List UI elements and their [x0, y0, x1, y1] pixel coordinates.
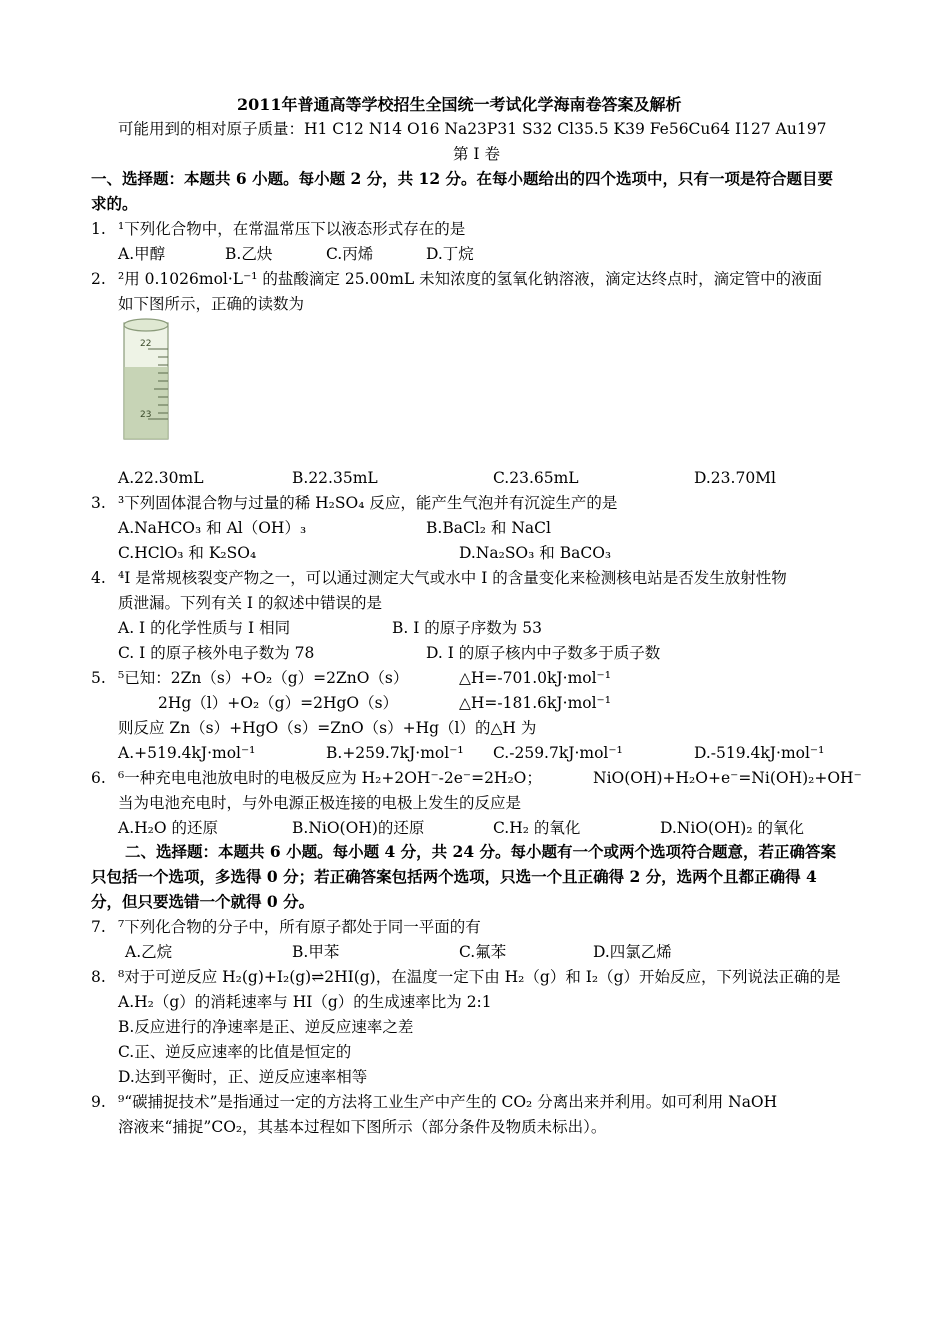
question-9-number: 9. — [91, 1093, 106, 1111]
question-4-stem-line1: ⁴I 是常规核裂变产物之一，可以通过测定大气或水中 I 的含量变化来检测核电站是否发生放射性物 — [118, 569, 787, 587]
question-3-option-d: D.Na₂SO₃ 和 BaCO₃ — [459, 544, 612, 562]
question-6-option-c: C.H₂ 的氧化 — [493, 819, 581, 837]
question-1-number: 1. — [91, 220, 106, 238]
section-two-heading-line3: 分，但只要选错一个就得 0 分。 — [91, 892, 315, 911]
document-title: 2011年普通高等学校招生全国统一考试化学海南卷答案及解析 — [237, 95, 682, 114]
burette-tick-22: 22 — [140, 339, 152, 349]
question-7-option-d: D.四氯乙烯 — [593, 943, 672, 961]
question-7-number: 7. — [91, 918, 106, 936]
question-3-option-a: A.NaHCO₃ 和 Al（OH）₃ — [118, 519, 307, 537]
question-2-stem-line2: 如下图所示，正确的读数为 — [118, 295, 305, 313]
section-two-heading-line1: 二、选择题：本题共 6 小题。每小题 4 分，共 24 分。每小题有一个或两个选项符合题意，若正确答案 — [125, 842, 837, 861]
question-5-stem: 则反应 Zn（s）+HgO（s）=ZnO（s）+Hg（l）的△H 为 — [118, 719, 537, 737]
question-2-number: 2. — [91, 270, 106, 288]
question-4-option-a: A. I 的化学性质与 I 相同 — [118, 619, 291, 637]
question-1-option-c: C.丙烯 — [326, 245, 374, 263]
question-5-option-d: D.-519.4kJ·mol⁻¹ — [694, 744, 825, 762]
question-7-option-a: A.乙烷 — [125, 943, 173, 961]
question-6-reaction-2: NiO(OH)+H₂O+e⁻=Ni(OH)₂+OH⁻ — [593, 769, 862, 787]
question-7-option-c: C.氟苯 — [459, 943, 507, 961]
question-3-stem: ³下列固体混合物与过量的稀 H₂SO₄ 反应，能产生气泡并有沉淀生产的是 — [118, 494, 618, 512]
burette-liquid — [124, 367, 168, 439]
question-6-option-d: D.NiO(OH)₂ 的氧化 — [660, 819, 804, 837]
question-5-enthalpy-2: △H=-181.6kJ·mol⁻¹ — [459, 694, 611, 712]
question-8-option-b: B.反应进行的净速率是正、逆反应速率之差 — [118, 1018, 414, 1036]
question-2-option-b: B.22.35mL — [292, 469, 378, 487]
burette-tick-23: 23 — [140, 410, 152, 420]
part-one-label: 第 I 卷 — [453, 145, 500, 163]
question-1-option-b: B.乙炔 — [225, 245, 273, 263]
burette-meniscus — [124, 319, 168, 331]
question-5-equation-1: ⁵已知：2Zn（s）+O₂（g）=2ZnO（s） — [118, 669, 409, 687]
question-3-number: 3. — [91, 494, 106, 512]
question-6-option-a: A.H₂O 的还原 — [118, 819, 218, 837]
question-5-option-b: B.+259.7kJ·mol⁻¹ — [326, 744, 464, 762]
question-8-number: 8. — [91, 968, 106, 986]
atomic-masses-line: 可能用到的相对原子质量：H1 C12 N14 O16 Na23P31 S32 Cl35.5 K39 Fe56Cu64 I127 Au197 — [118, 120, 827, 138]
question-8-option-c: C.正、逆反应速率的比值是恒定的 — [118, 1043, 352, 1061]
question-6-stem: 当为电池充电时，与外电源正极连接的电极上发生的反应是 — [118, 794, 522, 812]
question-8-option-a: A.H₂（g）的消耗速率与 HI（g）的生成速率比为 2:1 — [118, 993, 492, 1011]
question-4-stem-line2: 质泄漏。下列有关 I 的叙述中错误的是 — [118, 594, 382, 612]
question-2-stem-line1: ²用 0.1026mol·L⁻¹ 的盐酸滴定 25.00mL 未知浓度的氢氧化钠溶液，滴定达终点时，滴定管中的液面 — [118, 270, 823, 288]
question-1-option-a: A.甲醇 — [118, 245, 166, 263]
question-6-option-b: B.NiO(OH)的还原 — [292, 819, 425, 837]
burette-figure — [118, 315, 178, 445]
question-2-option-a: A.22.30mL — [118, 469, 204, 487]
question-5-enthalpy-1: △H=-701.0kJ·mol⁻¹ — [459, 669, 611, 687]
question-8-stem: ⁸对于可逆反应 H₂(g)+I₂(g)⇌2HI(g)，在温度一定下由 H₂（g）和 I₂（g）开始反应，下列说法正确的是 — [118, 968, 841, 986]
section-one-heading-line1: 一、选择题：本题共 6 小题。每小题 2 分，共 12 分。在每小题给出的四个选项中，只有一项是符合题目要 — [91, 169, 834, 188]
question-2-option-c: C.23.65mL — [493, 469, 579, 487]
question-9-stem-line2: 溶液来“捕捉”CO₂，其基本过程如下图所示（部分条件及物质未标出）。 — [118, 1118, 607, 1136]
question-4-number: 4. — [91, 569, 106, 587]
section-two-heading-line2: 只包括一个选项，多选得 0 分；若正确答案包括两个选项，只选一个且正确得 2 分，选两个且都正确得 4 — [91, 867, 817, 886]
question-4-option-c: C. I 的原子核外电子数为 78 — [118, 644, 315, 662]
question-6-number: 6. — [91, 769, 106, 787]
question-7-option-b: B.甲苯 — [292, 943, 340, 961]
question-5-option-c: C.-259.7kJ·mol⁻¹ — [493, 744, 623, 762]
question-1-option-d: D.丁烷 — [426, 245, 474, 263]
question-8-option-d: D.达到平衡时，正、逆反应速率相等 — [118, 1068, 368, 1086]
question-2-option-d: D.23.70Ml — [694, 469, 777, 487]
question-9-stem-line1: ⁹“碳捕捉技术”是指通过一定的方法将工业生产中产生的 CO₂ 分离出来并利用。如可利用 NaOH — [118, 1093, 778, 1111]
question-5-number: 5. — [91, 669, 106, 687]
question-3-option-c: C.HClO₃ 和 K₂SO₄ — [118, 544, 257, 562]
question-4-option-d: D. I 的原子核内中子数多于质子数 — [426, 644, 661, 662]
question-7-stem: ⁷下列化合物的分子中，所有原子都处于同一平面的有 — [118, 918, 481, 936]
question-6-reaction-1: ⁶一种充电电池放电时的电极反应为 H₂+2OH⁻-2e⁻=2H₂O； — [118, 769, 542, 787]
question-1-stem: ¹下列化合物中，在常温常压下以液态形式存在的是 — [118, 220, 466, 238]
question-4-option-b: B. I 的原子序数为 53 — [392, 619, 542, 637]
question-5-equation-2: 2Hg（l）+O₂（g）=2HgO（s） — [158, 694, 399, 712]
question-3-option-b: B.BaCl₂ 和 NaCl — [426, 519, 551, 537]
question-5-option-a: A.+519.4kJ·mol⁻¹ — [118, 744, 256, 762]
section-one-heading-line2: 求的。 — [91, 194, 138, 213]
